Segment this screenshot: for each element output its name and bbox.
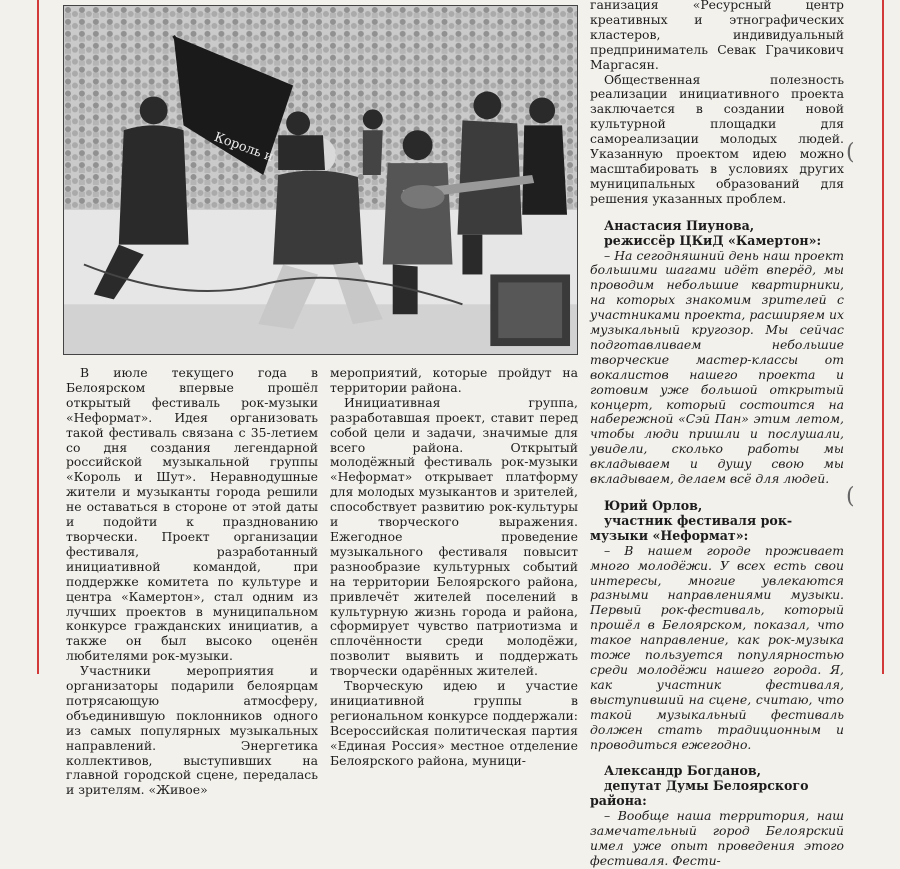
quote-author-role: участник фестиваля рок-музыки «Неформат»:	[590, 512, 793, 543]
quote-text: – В нашем городе проживает много молодёжи. У всех есть свои интересы, многие увлекаются разными направлениями музыки. Первый рок-фестиваль, который прошёл в Белоярском, показал, что такое направление, как рок-музыка тоже пользуется популярностью среди молодёжи нашего города. Я, как участник фестиваля, выступивший на сцене, считаю, что такой музыкальный фестиваль должен стать традиционным и проводиться ежегодно.	[590, 542, 844, 752]
article-column-1	[66, 366, 318, 798]
quote-text: – На сегодняшний день наш проект большими шагами идёт вперёд, мы проводим небольшие квартирники, на которых знакомим зрителей с участниками проекта, расширяем их музыкальный кругозор. Мы сейчас подготавливаем небольшие творческие мастер-классы от вокалистов нашего проекта и готовим уже большой открытый концерт, который состоится на набережной «Сэй Пан» этим летом, чтобы люди пришли и послушали, увидели, сколько работы мы вкладываем и душу свою мы вкладываем, делаем всё для людей.	[590, 247, 844, 487]
quote-text: – Вообще наша территория, наш замечательный город Белоярский имел уже опыт проведения этого фестиваля. Фести-	[590, 808, 844, 868]
paragraph: мероприятий, которые пройдут на территории района.	[330, 365, 578, 395]
binder-hole-mark: (	[846, 484, 855, 509]
article-column-3	[590, 0, 844, 869]
paragraph: В июле текущего года в Белоярском впервые прошёл открытый фестиваль рок-музыки «Неформат». Идея организовать такой фестиваль связана с 35-летием со дня создания легендарной российской музыкальной группы «Король и Шут». Неравнодушные жители и музыканты города решили не оставаться в стороне от этой даты и подойти к празднованию творчески. Проект организации фестиваля, разработанный инициативной командой, при поддержке комитета по культуре и центра «Камертон», стал одним из лучших проектов в муниципальном конкурсе гражданских инициатив, а также он был высоко оценён любителями рок-музыки.	[66, 365, 318, 664]
flag-text: Король и	[212, 129, 276, 166]
article-column-2	[330, 366, 578, 768]
quote-author-name: Анастасия Пиунова,	[604, 217, 755, 233]
band-photo-illustration	[64, 6, 577, 354]
paragraph: Общественная полезность реализации инициативного проекта заключается в создании новой культурной площадки для самореализации молодых людей. Указанную проектом идею можно масштабировать в условиях других муниципальных образований для решения указанных проблем.	[590, 71, 844, 206]
paragraph: Инициативная группа, разработавшая проект, ставит перед собой цели и задачи, значимые для всего района. Открытый молодёжный фестиваль рок-музыки «Неформат» открывает платформу для молодых музыкантов и зрителей, способствует развитию рок-культуры и творческого выражения. Ежегодное проведение музыкального фестиваля повысит разнообразие культурных событий на территории Белоярского района, привлечёт жителей поселений в культурную жизнь города и района, сформирует чувство патриотизма и сплочённости среди молодёжи, позволит выявить и поддержать творчески одарённых жителей.	[330, 394, 578, 679]
page-border-right	[882, 0, 884, 674]
binder-hole-mark: (	[846, 140, 855, 165]
quote-author-name: Юрий Орлов,	[604, 498, 703, 513]
quote-author-role: депутат Думы Белоярского района:	[590, 778, 809, 809]
page-border-left	[37, 0, 39, 674]
paragraph: Участники мероприятия и организаторы подарили белоярцам потрясающую атмосферу, объединившую поклонников одного из самых популярных музыкальных направлений. Энергетика коллективов, выступивших на главной городской сцене, передалась и зрителям. «Живое»	[66, 663, 318, 798]
paragraph: ганизация «Ресурсный центр креативных и этнографических кластеров, индивидуальный предприниматель Севак Грачикович Маргасян.	[590, 0, 844, 72]
paragraph: Творческую идею и участие инициативной группы в региональном конкурсе поддержали: Всероссийская политическая партия «Единая Россия» местное отделение Белоярского района, муници-	[330, 678, 578, 768]
quote-author-role: режиссёр ЦКиД «Камертон»:	[604, 232, 822, 248]
band-photo	[63, 5, 578, 355]
quote-author-name: Александр Богданов,	[604, 763, 762, 779]
